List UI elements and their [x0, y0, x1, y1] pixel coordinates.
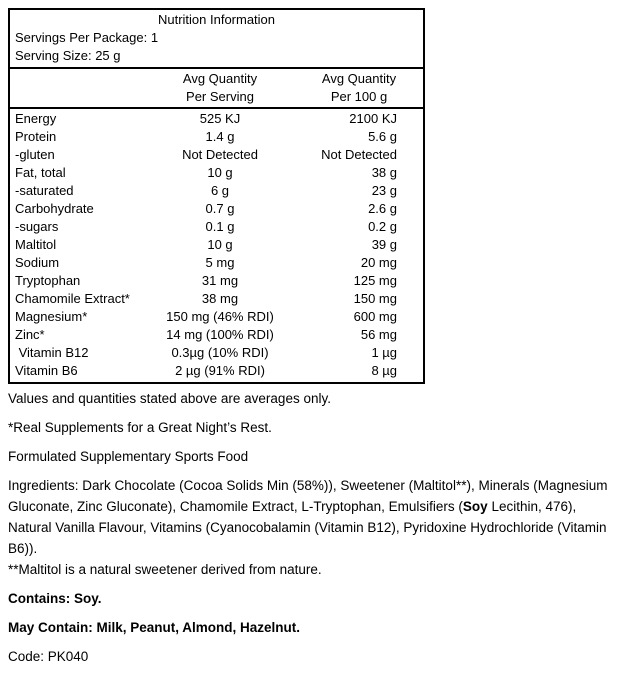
value-per-serving: 150 mg (46% RDI): [166, 309, 274, 324]
nutrient-name: Energy: [15, 111, 57, 126]
nutrition-table-title: Nutrition Information: [157, 12, 276, 27]
nutrition-rows: [10, 109, 423, 382]
value-per-100g: 38 g: [371, 165, 397, 180]
nutrient-name: Protein: [15, 129, 57, 144]
value-per-100g: 8 µg: [371, 363, 397, 378]
nutrient-name: Carbohydrate: [15, 201, 94, 216]
column-header-per-serving: [145, 70, 295, 106]
table-row: [10, 326, 423, 344]
value-per-serving: 2 µg (91% RDI): [175, 363, 265, 378]
ingredients-text-after: Lecithin, 476), Natural Vanilla Flavour, Vitamins (Cyanocobalamin (Vitamin B12), Pyridoxine Hydrochloride (Vitamin B6)).: [8, 499, 607, 556]
category-note: Formulated Supplementary Sports Food: [8, 449, 249, 464]
ingredients-soy-bold: Soy: [462, 499, 488, 514]
table-row: [10, 254, 423, 272]
table-row: [10, 272, 423, 290]
table-row: [10, 128, 423, 146]
value-per-serving: 31 mg: [201, 273, 239, 288]
table-row: [10, 146, 423, 164]
table-row: [10, 110, 423, 128]
value-per-100g: Not Detected: [321, 147, 397, 162]
value-per-serving: 0.1 g: [205, 219, 235, 234]
nutrition-table-header-row: [10, 69, 423, 109]
nutrient-name: Vitamin B12: [15, 345, 89, 360]
table-row: [10, 344, 423, 362]
nutrition-table-title-block: [10, 10, 423, 69]
ingredients-text-before: Ingredients: Dark Chocolate (Cocoa Solids Min (58%)), Sweetener (Maltitol**), Minerals (Magnesium Gluconate, Zinc Gluconate), Chamomile Extract, L-Tryptophan, Emulsifiers (: [8, 478, 608, 514]
value-per-100g: 5.6 g: [368, 129, 397, 144]
table-row: [10, 290, 423, 308]
averages-note: Values and quantities stated above are averages only.: [8, 391, 331, 406]
table-row: [10, 200, 423, 218]
value-per-100g: 39 g: [371, 237, 397, 252]
nutrient-name: Zinc*: [15, 327, 45, 342]
may-contain-statement: May Contain: Milk, Peanut, Almond, Hazelnut.: [8, 620, 301, 635]
nutrient-name: -saturated: [15, 183, 74, 198]
label-notes: [8, 388, 609, 667]
nutrition-table: [8, 8, 425, 384]
table-row: [10, 308, 423, 326]
value-per-serving: 1.4 g: [205, 129, 235, 144]
header-spacer: [10, 70, 145, 106]
value-per-serving: 6 g: [210, 183, 230, 198]
table-row: [10, 236, 423, 254]
value-per-100g: 2.6 g: [368, 201, 397, 216]
nutrient-name: -sugars: [15, 219, 59, 234]
nutrient-name: Maltitol: [15, 237, 57, 252]
column-header-per-100g: [295, 70, 423, 106]
value-per-serving: 5 mg: [205, 255, 235, 270]
value-per-100g: 23 g: [371, 183, 397, 198]
value-per-serving: Not Detected: [182, 147, 258, 162]
value-per-100g: 56 mg: [360, 327, 397, 342]
value-per-serving: 0.3µg (10% RDI): [171, 345, 269, 360]
ingredients-paragraph: [8, 475, 608, 559]
value-per-serving: 14 mg (100% RDI): [166, 327, 274, 342]
table-row: [10, 182, 423, 200]
per-serving-header-line2: Per Serving: [186, 89, 254, 104]
table-row: [10, 164, 423, 182]
value-per-serving: 10 g: [207, 165, 233, 180]
value-per-serving: 38 mg: [201, 291, 239, 306]
per-100g-header-line1: Avg Quantity: [321, 71, 397, 86]
nutrient-name: Chamomile Extract*: [15, 291, 130, 306]
nutrient-name: Tryptophan: [15, 273, 81, 288]
nutrient-name: -gluten: [15, 147, 55, 162]
value-per-100g: 1 µg: [371, 345, 397, 360]
nutrient-name: Magnesium*: [15, 309, 88, 324]
table-row: [10, 218, 423, 236]
per-100g-header-line2: Per 100 g: [330, 89, 388, 104]
value-per-100g: 20 mg: [360, 255, 397, 270]
value-per-100g: 2100 KJ: [349, 111, 397, 126]
value-per-100g: 0.2 g: [368, 219, 397, 234]
value-per-100g: 150 mg: [353, 291, 397, 306]
tagline-note: *Real Supplements for a Great Night’s Rest.: [8, 420, 272, 435]
contains-statement: Contains: Soy.: [8, 591, 102, 606]
nutrient-name: Fat, total: [15, 165, 66, 180]
product-code: Code: PK040: [8, 649, 89, 664]
per-serving-header-line1: Avg Quantity: [182, 71, 258, 86]
maltitol-note: **Maltitol is a natural sweetener derived from nature.: [8, 562, 322, 577]
serving-size: Serving Size: 25 g: [15, 48, 121, 63]
value-per-serving: 0.7 g: [205, 201, 235, 216]
servings-per-package: Servings Per Package: 1: [15, 30, 159, 45]
nutrient-name: Sodium: [15, 255, 60, 270]
value-per-serving: 525 KJ: [199, 111, 241, 126]
value-per-serving: 10 g: [207, 237, 233, 252]
value-per-100g: 600 mg: [353, 309, 397, 324]
table-row: [10, 362, 423, 380]
nutrient-name: Vitamin B6: [15, 363, 78, 378]
value-per-100g: 125 mg: [353, 273, 397, 288]
